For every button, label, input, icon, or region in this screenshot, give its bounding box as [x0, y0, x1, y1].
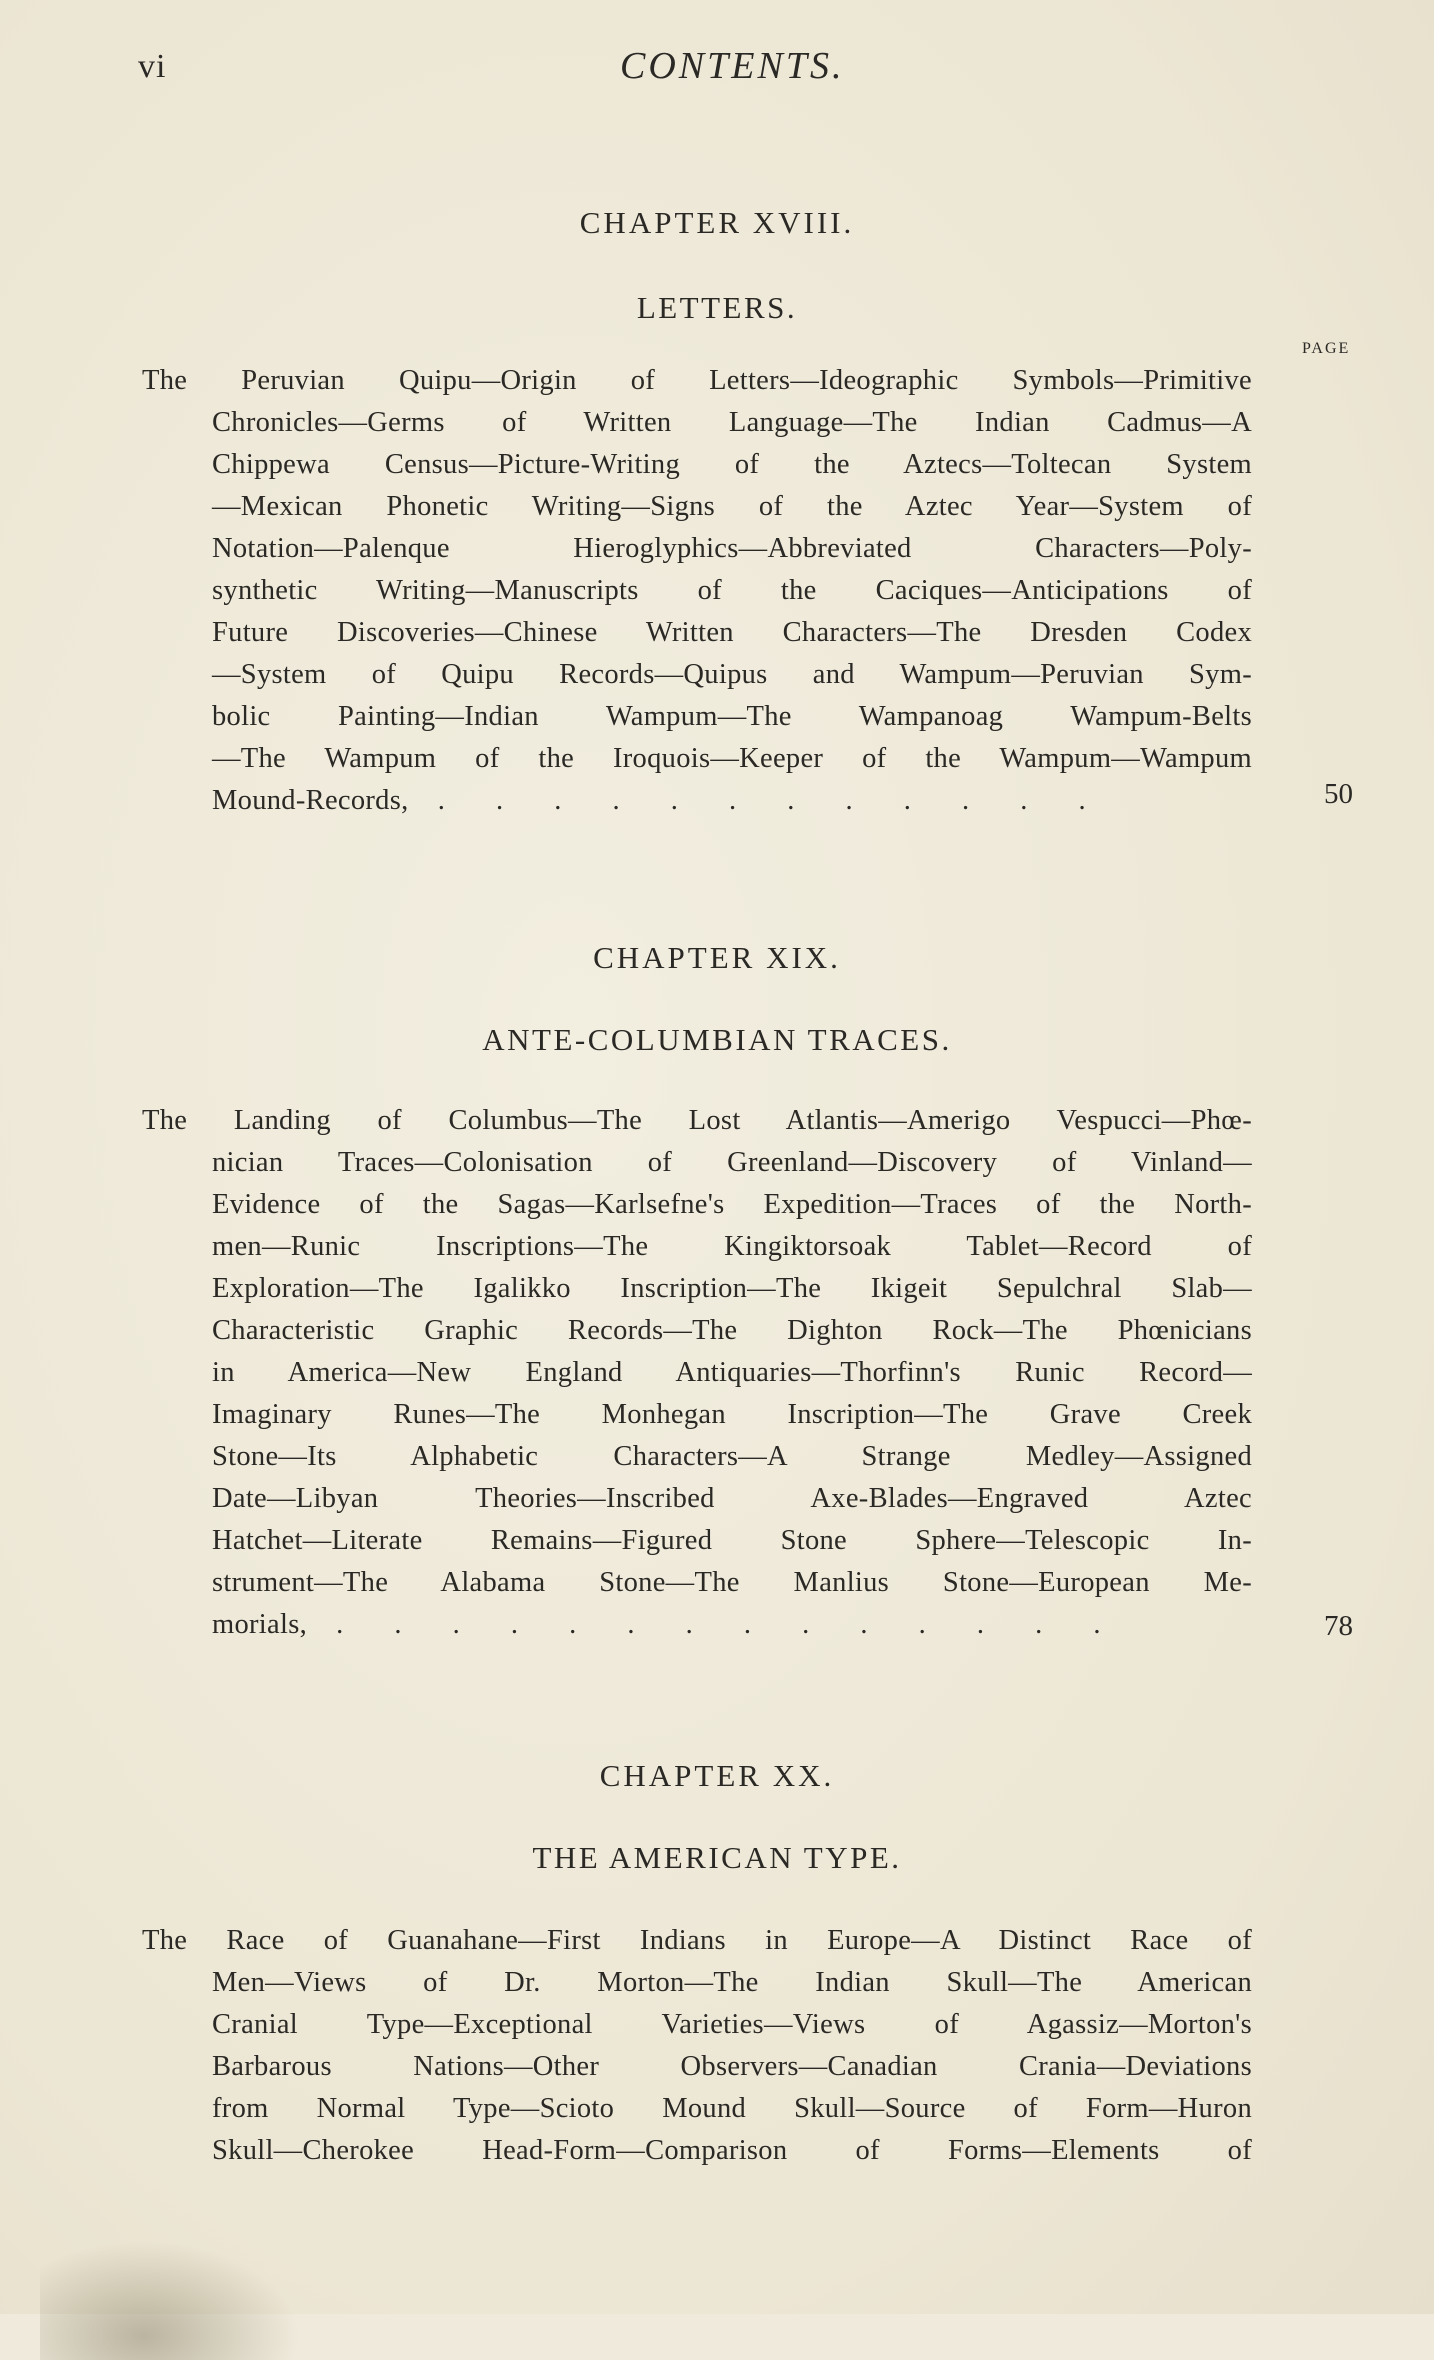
- summary-line: The Peruvian Quipu—Origin of Letters—Ideographic Symbols—Primitive: [142, 365, 1252, 396]
- summary-line-last: [212, 1604, 1252, 1646]
- summary-line: —System of Quipu Records—Quipus and Wampum—Peruvian Sym-: [212, 659, 1252, 690]
- summary-line: bolic Painting—Indian Wampum—The Wampanoag Wampum-Belts: [212, 701, 1252, 732]
- summary-line: The Landing of Columbus—The Lost Atlantis—Amerigo Vespucci—Phœ-: [142, 1105, 1252, 1136]
- summary-line: nician Traces—Colonisation of Greenland—Discovery of Vinland—: [212, 1147, 1252, 1178]
- summary-line: Notation—Palenque Hieroglyphics—Abbreviated Characters—Poly-: [212, 533, 1252, 564]
- chapter-label: CHAPTER XVIII.: [579, 205, 855, 240]
- chapter-label: CHAPTER XIX.: [593, 940, 841, 975]
- summary-line: Skull—Cherokee Head-Form—Comparison of Forms—Elements of: [212, 2135, 1252, 2166]
- chapter-title: ANTE-COLUMBIAN TRACES.: [482, 1022, 952, 1057]
- summary-line: Date—Libyan Theories—Inscribed Axe-Blades—Engraved Aztec: [212, 1483, 1252, 1514]
- summary-line: Future Discoveries—Chinese Written Characters—The Dresden Codex: [212, 617, 1252, 648]
- summary-line: Chronicles—Germs of Written Language—The Indian Cadmus—A: [212, 407, 1252, 438]
- summary-line: from Normal Type—Scioto Mound Skull—Source of Form—Huron: [212, 2093, 1252, 2124]
- chapter-summary: [142, 1100, 1252, 1646]
- summary-line: synthetic Writing—Manuscripts of the Caciques—Anticipations of: [212, 575, 1252, 606]
- summary-line: men—Runic Inscriptions—The Kingiktorsoak Tablet—Record of: [212, 1231, 1252, 1262]
- summary-line: The Race of Guanahane—First Indians in Europe—A Distinct Race of: [142, 1925, 1252, 1956]
- running-head: [0, 44, 1434, 94]
- summary-line: in America—New England Antiquaries—Thorfinn's Runic Record—: [212, 1357, 1252, 1388]
- page-reference: 50: [1324, 778, 1353, 810]
- summary-line: —The Wampum of the Iroquois—Keeper of the Wampum—Wampum: [212, 743, 1252, 774]
- page-number: vi: [138, 48, 167, 85]
- summary-line: Stone—Its Alphabetic Characters—A Strange Medley—Assigned: [212, 1441, 1252, 1472]
- summary-line: Hatchet—Literate Remains—Figured Stone Sphere—Telescopic In-: [212, 1525, 1252, 1556]
- page-reference: 78: [1324, 1610, 1353, 1642]
- running-head-title: CONTENTS.: [620, 45, 845, 87]
- summary-line: Cranial Type—Exceptional Varieties—Views of Agassiz—Morton's: [212, 2009, 1252, 2040]
- summary-line: Imaginary Runes—The Monhegan Inscription—The Grave Creek: [212, 1399, 1252, 1430]
- chapter-title: LETTERS.: [636, 290, 798, 325]
- summary-line: strument—The Alabama Stone—The Manlius Stone—European Me-: [212, 1567, 1252, 1598]
- chapter-label: CHAPTER XX.: [599, 1758, 835, 1793]
- dot-leader: . . . . . . . . . . . . . .: [307, 1609, 1123, 1640]
- summary-line: Barbarous Nations—Other Observers—Canadian Crania—Deviations: [212, 2051, 1252, 2082]
- page-column-label: PAGE: [1302, 340, 1351, 357]
- summary-line: Exploration—The Igalikko Inscription—The Ikigeit Sepulchral Slab—: [212, 1273, 1252, 1304]
- summary-line-last: [212, 780, 1252, 822]
- summary-line: Chippewa Census—Picture-Writing of the Aztecs—Toltecan System: [212, 449, 1252, 480]
- chapter-title: THE AMERICAN TYPE.: [532, 1840, 902, 1875]
- scan-shadow: [40, 2240, 300, 2360]
- dot-leader: . . . . . . . . . . . .: [408, 785, 1108, 816]
- summary-line-text: morials,: [212, 1609, 308, 1640]
- chapter-summary: [142, 1920, 1252, 2172]
- chapter-summary: [142, 360, 1252, 822]
- summary-line: —Mexican Phonetic Writing—Signs of the Aztec Year—System of: [212, 491, 1252, 522]
- summary-line-text: Mound-Records,: [212, 785, 409, 816]
- summary-line: Evidence of the Sagas—Karlsefne's Expedition—Traces of the North-: [212, 1189, 1252, 1220]
- summary-line: Characteristic Graphic Records—The Dighton Rock—The Phœnicians: [212, 1315, 1252, 1346]
- summary-line: Men—Views of Dr. Morton—The Indian Skull—The American: [212, 1967, 1252, 1998]
